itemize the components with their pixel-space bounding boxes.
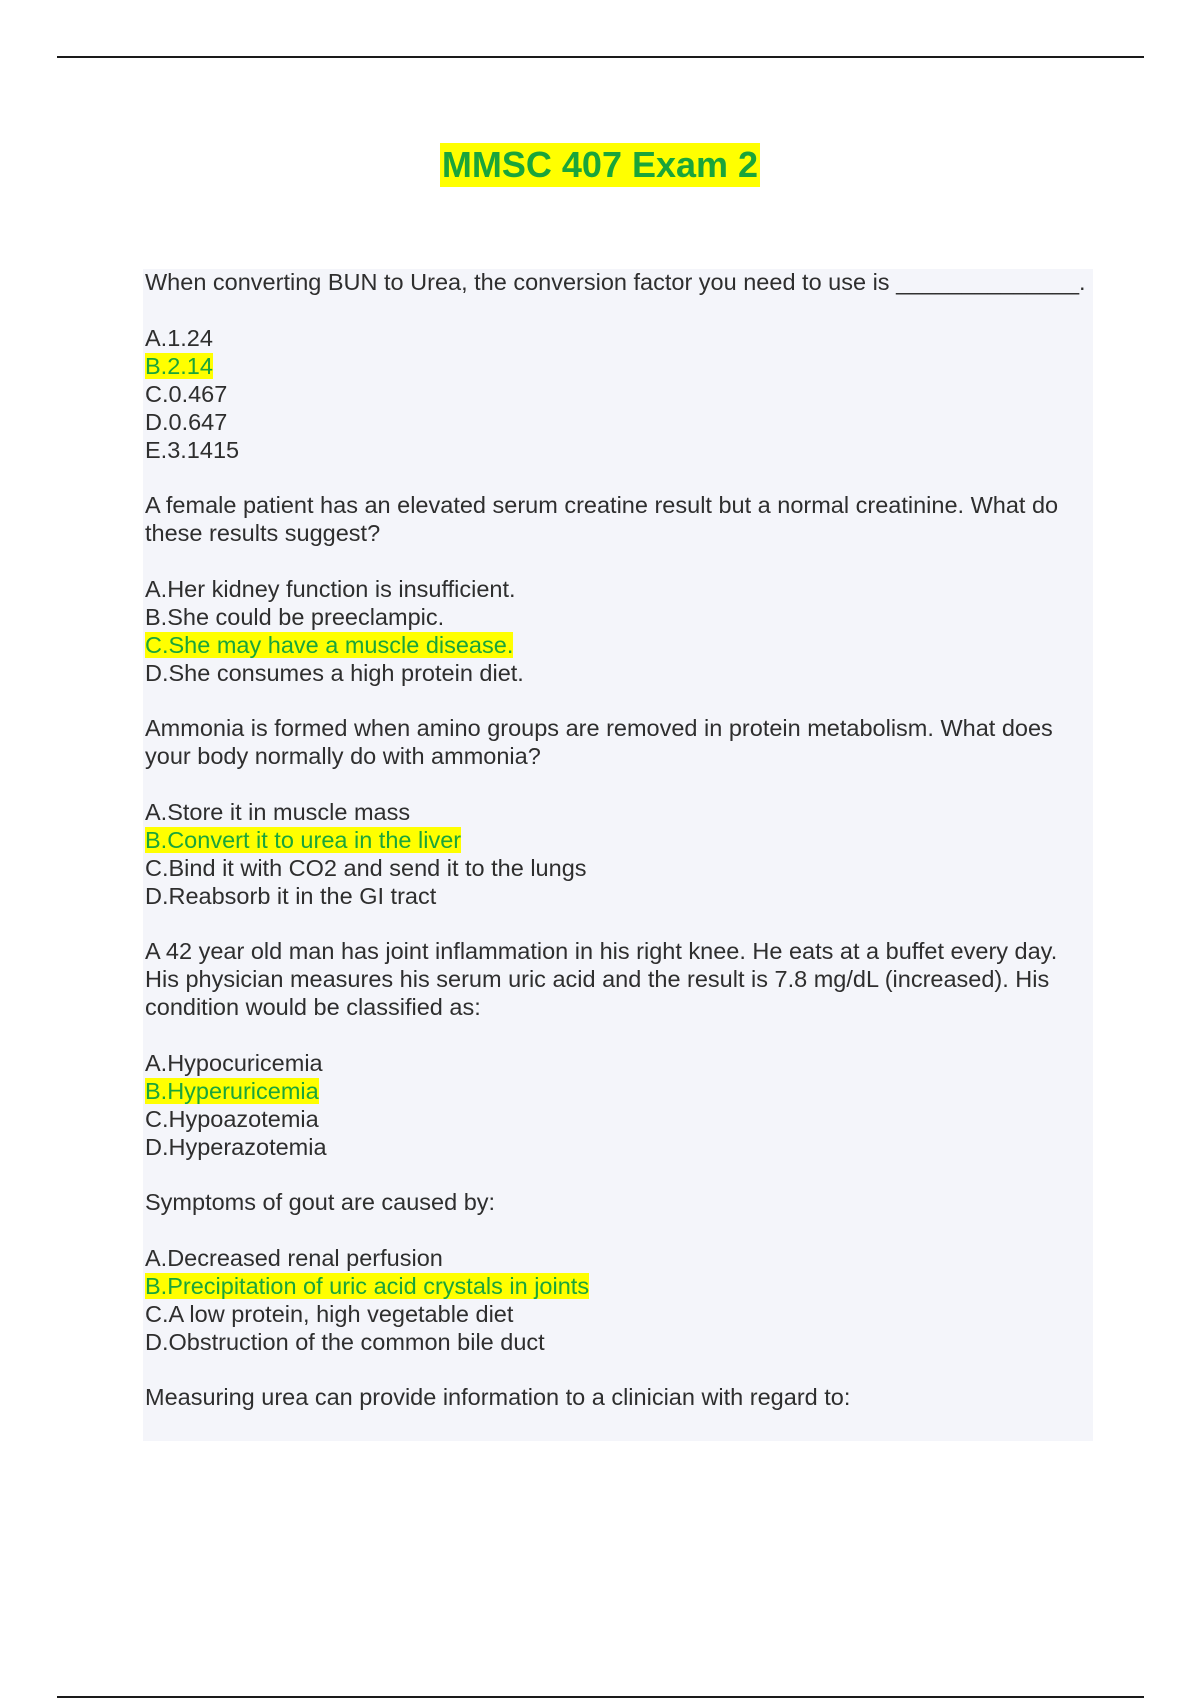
questions-list — [145, 268, 1091, 1439]
question-text: A 42 year old man has joint inflammation in his right knee. He eats at a buffet every day. His physician measures his serum uric acid and the result is 7.8 mg/dL (increased). His condition would be classified as: — [145, 938, 1058, 1020]
option-a: A.Hypocuricemia — [145, 1050, 323, 1076]
question-text: Symptoms of gout are caused by: — [145, 1189, 496, 1215]
question-text: A female patient has an elevated serum creatine result but a normal creatinine. What do these results suggest? — [145, 492, 1059, 546]
question-5 — [145, 1188, 1091, 1356]
question-1 — [145, 268, 1091, 464]
option-e: E.3.1415 — [145, 437, 240, 463]
header-rule — [57, 56, 1144, 58]
option-c: C.A low protein, high vegetable diet — [145, 1301, 514, 1327]
option-a: A.Decreased renal perfusion — [145, 1245, 443, 1271]
option-d: D.0.647 — [145, 409, 228, 435]
question-2 — [145, 491, 1091, 687]
question-text: Measuring urea can provide information to a clinician with regard to: — [145, 1384, 851, 1410]
option-c-correct: C.She may have a muscle disease. — [145, 632, 514, 658]
option-b-correct: B.Convert it to urea in the liver — [145, 827, 462, 853]
option-b-correct: B.2.14 — [145, 353, 213, 379]
option-a: A.Her kidney function is insufficient. — [145, 576, 516, 602]
title-container — [0, 143, 1200, 187]
option-c: C.Bind it with CO2 and send it to the lungs — [145, 855, 587, 881]
option-b-correct: B.Precipitation of uric acid crystals in joints — [145, 1273, 590, 1299]
option-d: D.She consumes a high protein diet. — [145, 660, 524, 686]
option-b-correct: B.Hyperuricemia — [145, 1078, 319, 1104]
option-a: A.Store it in muscle mass — [145, 799, 411, 825]
question-4 — [145, 937, 1091, 1161]
question-text: Ammonia is formed when amino groups are removed in protein metabolism. What does your body normally do with ammonia? — [145, 715, 1053, 769]
option-d: D.Obstruction of the common bile duct — [145, 1329, 545, 1355]
option-c: C.Hypoazotemia — [145, 1106, 319, 1132]
option-d: D.Reabsorb it in the GI tract — [145, 883, 437, 909]
option-c: C.0.467 — [145, 381, 228, 407]
footer-rule — [57, 1696, 1144, 1698]
question-6 — [145, 1383, 1091, 1411]
question-text: When converting BUN to Urea, the conversion factor you need to use is ______________. — [145, 269, 1086, 295]
question-3 — [145, 714, 1091, 910]
option-b: B.She could be preeclampic. — [145, 604, 445, 630]
page-title: MMSC 407 Exam 2 — [441, 144, 759, 185]
option-a: A.1.24 — [145, 325, 213, 351]
option-d: D.Hyperazotemia — [145, 1134, 327, 1160]
